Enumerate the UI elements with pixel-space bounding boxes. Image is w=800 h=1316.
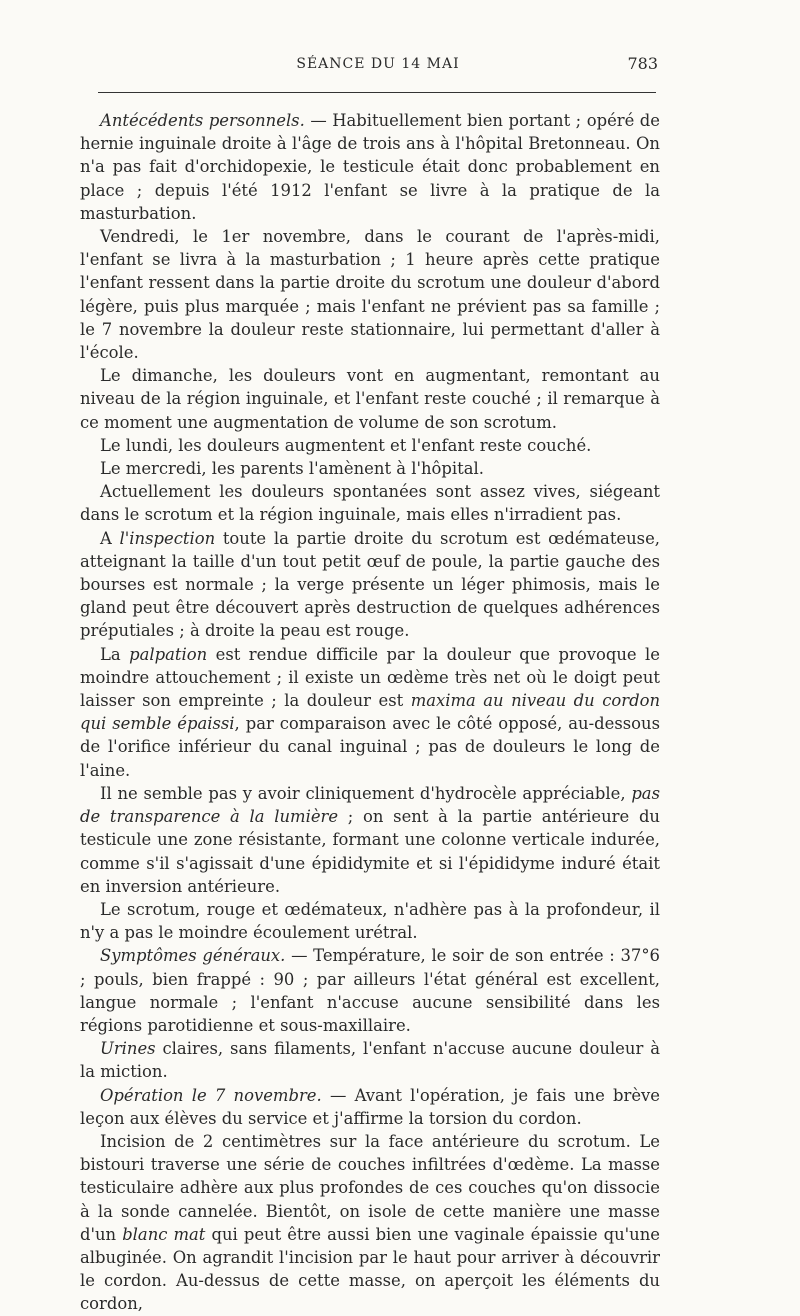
- paragraph: [80, 364, 660, 434]
- text-run: La: [100, 644, 130, 664]
- body-text: [80, 109, 660, 1316]
- text-run: , par comparaison avec le côté opposé, au-dessous de l'orifice inférieur du canal inguinal ; pas de douleurs le long de l'aine.: [80, 714, 660, 780]
- text-run: ; on sent à la partie antérieure du testicule une zone résistante, formant une colonne verticale indurée, comme s'il s'agissait d'une épididymite et si l'épididyme induré était en inversion antérieure.: [80, 807, 660, 896]
- text-run: Le scrotum, rouge et œdémateux, n'adhère pas à la profondeur, il n'y a pas le moindre écoulement urétral.: [80, 899, 660, 943]
- paragraph: [80, 434, 660, 457]
- text-run: Vendredi, le 1er novembre, dans le courant de l'après-midi, l'enfant se livra à la masturbation ; 1 heure après cette pratique l'enfant ressent dans la partie droite du scrotum une douleur d'abord légère, puis plus marquée ; mais l'enfant ne prévient pas sa famille ; le 7 novembre la douleur reste stationnaire, lui permettant d'aller à l'école.: [80, 227, 660, 363]
- text-run: Il ne semble pas y avoir cliniquement d'hydrocèle appréciable,: [100, 783, 632, 803]
- paragraph: [80, 1130, 660, 1316]
- paragraph: [80, 480, 660, 526]
- italic-text: palpation: [129, 644, 208, 664]
- text-run: — Avant l'opération, je fais une brève leçon aux élèves du service et j'affirme la torsion du cordon.: [80, 1085, 660, 1128]
- text-run: Le lundi, les douleurs augmentent et l'enfant reste couché.: [100, 435, 592, 455]
- text-run: — Température, le soir de son entrée : 37°6 ; pouls, bien frappé : 90 ; par ailleurs l'état général est excellent, langue normale ; l'enfant n'accuse aucune sensibilité dans les régions parotidienne et sous-maxillaire.: [80, 946, 660, 1035]
- italic-text: Urines: [100, 1039, 156, 1059]
- text-run: toute la partie droite du scrotum est œdémateuse, atteignant la taille d'un tout petit œuf de poule, la partie gauche des bourses est normale ; la verge présente un léger phimosis, mais le gland peut être découvert après destruction de quelques adhérences préputiales ; à droite la peau est rouge.: [80, 528, 660, 641]
- italic-text: pas de transparence à la lumière: [80, 783, 660, 827]
- italic-text: blanc mat: [122, 1224, 206, 1244]
- text-run: Incision de 2 centimètres sur la face antérieure du scrotum. Le bistouri traverse une série de couches infiltrées d'œdème. La masse testiculaire adhère aux plus profondes de ces couches qu'on dissocie à la sonde cannelée. Bientôt, on isole de cette manière une masse d'un: [80, 1131, 660, 1244]
- italic-text: l'inspection: [119, 528, 216, 548]
- page-header: [98, 52, 658, 82]
- text-run: est rendue difficile par la douleur que provoque le moindre attouchement ; il existe un œdème très net où le doigt peut laisser son empreinte ; la douleur est: [80, 644, 660, 711]
- text-run: Actuellement les douleurs spontanées sont assez vives, siégeant dans le scrotum et la région inguinale, mais elles n'irradient pas.: [80, 482, 660, 525]
- italic-text: Antécédents personnels.: [100, 111, 305, 130]
- italic-text: Opération le 7 novembre.: [100, 1085, 322, 1105]
- text-run: — Habituellement bien portant ; opéré de hernie inguinale droite à l'âge de trois ans à l'hôpital Bretonneau. On n'a pas fait d'orchidopexie, le testicule était donc probablement en place ; depuis l'été 1912 l'enfant se livre à la pratique de la masturbation.: [80, 111, 661, 223]
- paragraph: [80, 225, 660, 364]
- paragraph: [80, 898, 660, 944]
- paragraph: [80, 527, 660, 643]
- page-number: 783: [627, 54, 658, 73]
- italic-text: Symptômes généraux.: [100, 946, 286, 966]
- paragraph: [80, 1037, 660, 1083]
- paragraph: [80, 782, 660, 898]
- text-run: qui peut être aussi bien une vaginale épaissie qu'une albuginée. On agrandit l'incision par le haut pour arriver à découvrir le cordon. Au-dessus de cette masse, on aperçoit les éléments du cordon,: [80, 1224, 660, 1314]
- paragraph: [80, 643, 660, 782]
- paragraph: [80, 457, 660, 480]
- text-run: claires, sans filaments, l'enfant n'accuse aucune douleur à la miction.: [80, 1039, 660, 1082]
- header-rule: [98, 92, 656, 93]
- text-run: A: [100, 528, 120, 548]
- text-run: Le mercredi, les parents l'amènent à l'hôpital.: [100, 459, 484, 479]
- italic-text: maxima au niveau du cordon qui semble épaissi: [80, 691, 661, 734]
- paragraph: [80, 109, 660, 225]
- paragraph: [80, 944, 660, 1037]
- running-title: SÉANCE DU 14 MAI: [296, 56, 460, 72]
- text-run: Le dimanche, les douleurs vont en augmentant, remontant au niveau de la région inguinale, et l'enfant reste couché ; il remarque à ce moment une augmentation de volume de son scrotum.: [80, 366, 660, 432]
- paragraph: [80, 1084, 660, 1130]
